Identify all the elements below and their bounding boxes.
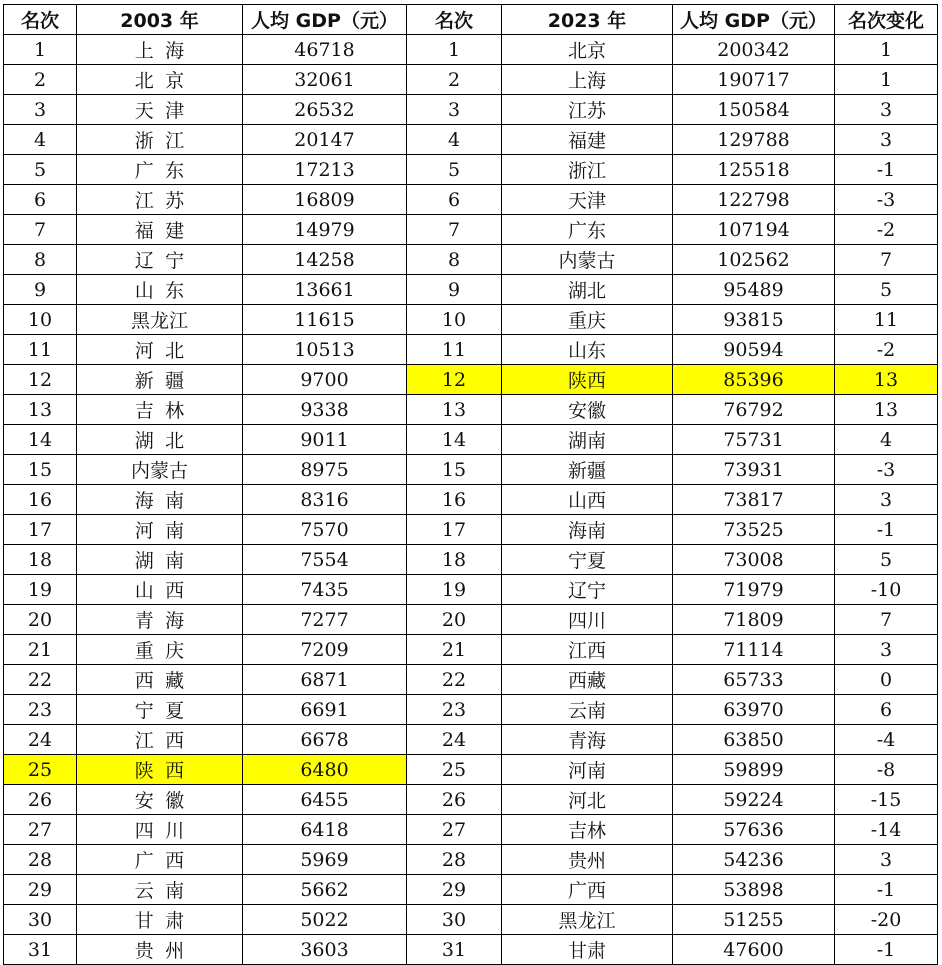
rank-change-cell: 7 <box>835 605 938 635</box>
rank-2003-cell: 28 <box>4 845 77 875</box>
province-2003-cell: 湖北 <box>77 425 243 455</box>
gdp-2023-cell: 129788 <box>673 125 835 155</box>
table-row <box>4 845 938 875</box>
rank-change-cell: -1 <box>835 155 938 185</box>
rank-2003-cell: 3 <box>4 95 77 125</box>
gdp-2003-cell: 11615 <box>243 305 407 335</box>
gdp-2003-cell: 6480 <box>243 755 407 785</box>
rank-2003-cell: 30 <box>4 905 77 935</box>
gdp-2023-cell: 76792 <box>673 395 835 425</box>
rank-2023-cell: 12 <box>407 365 502 395</box>
province-2003-cell: 安徽 <box>77 785 243 815</box>
rank-change-cell: -4 <box>835 725 938 755</box>
gdp-2003-cell: 16809 <box>243 185 407 215</box>
rank-change-cell: 3 <box>835 95 938 125</box>
gdp-2003-cell: 14979 <box>243 215 407 245</box>
province-2003-cell: 河南 <box>77 515 243 545</box>
table-row <box>4 185 938 215</box>
gdp-2003-cell: 6871 <box>243 665 407 695</box>
rank-2003-cell: 29 <box>4 875 77 905</box>
rank-2003-cell: 24 <box>4 725 77 755</box>
gdp-2023-cell: 73817 <box>673 485 835 515</box>
gdp-2023-cell: 190717 <box>673 65 835 95</box>
rank-2023-cell: 20 <box>407 605 502 635</box>
rank-2023-cell: 6 <box>407 185 502 215</box>
province-2003-cell: 山西 <box>77 575 243 605</box>
province-2023-cell: 安徽 <box>502 395 673 425</box>
province-2003-cell: 江西 <box>77 725 243 755</box>
gdp-2023-cell: 47600 <box>673 935 835 965</box>
rank-2023-cell: 31 <box>407 935 502 965</box>
rank-2003-cell: 27 <box>4 815 77 845</box>
province-2023-cell: 广西 <box>502 875 673 905</box>
rank-2003-cell: 19 <box>4 575 77 605</box>
table-row <box>4 395 938 425</box>
rank-change-cell: 3 <box>835 845 938 875</box>
rank-2003-cell: 23 <box>4 695 77 725</box>
gdp-2003-cell: 7435 <box>243 575 407 605</box>
province-2023-cell: 浙江 <box>502 155 673 185</box>
gdp-2003-cell: 10513 <box>243 335 407 365</box>
province-2023-cell: 云南 <box>502 695 673 725</box>
rank-change-cell: 13 <box>835 395 938 425</box>
gdp-2023-cell: 59899 <box>673 755 835 785</box>
province-2023-cell: 宁夏 <box>502 545 673 575</box>
gdp-2003-cell: 6691 <box>243 695 407 725</box>
province-2003-cell: 重庆 <box>77 635 243 665</box>
header-year-2023: 2023 年 <box>502 5 673 35</box>
rank-2023-cell: 29 <box>407 875 502 905</box>
rank-2023-cell: 15 <box>407 455 502 485</box>
rank-2023-cell: 23 <box>407 695 502 725</box>
table-row <box>4 215 938 245</box>
rank-2023-cell: 11 <box>407 335 502 365</box>
province-2003-cell: 四川 <box>77 815 243 845</box>
gdp-2023-cell: 73008 <box>673 545 835 575</box>
gdp-2023-cell: 71979 <box>673 575 835 605</box>
gdp-2023-cell: 54236 <box>673 845 835 875</box>
rank-change-cell: -14 <box>835 815 938 845</box>
province-2023-cell: 湖南 <box>502 425 673 455</box>
gdp-2023-cell: 51255 <box>673 905 835 935</box>
province-2003-cell: 山东 <box>77 275 243 305</box>
province-2003-cell: 吉林 <box>77 395 243 425</box>
gdp-2023-cell: 125518 <box>673 155 835 185</box>
rank-2023-cell: 17 <box>407 515 502 545</box>
province-2023-cell: 重庆 <box>502 305 673 335</box>
rank-change-cell: 1 <box>835 65 938 95</box>
province-2023-cell: 广东 <box>502 215 673 245</box>
rank-change-cell: 3 <box>835 635 938 665</box>
rank-2023-cell: 25 <box>407 755 502 785</box>
rank-change-cell: 4 <box>835 425 938 455</box>
rank-2003-cell: 1 <box>4 35 77 65</box>
rank-2023-cell: 19 <box>407 575 502 605</box>
gdp-2023-cell: 90594 <box>673 335 835 365</box>
gdp-2023-cell: 73931 <box>673 455 835 485</box>
gdp-2003-cell: 46718 <box>243 35 407 65</box>
province-2023-cell: 西藏 <box>502 665 673 695</box>
table-row <box>4 575 938 605</box>
province-2023-cell: 四川 <box>502 605 673 635</box>
gdp-2023-cell: 53898 <box>673 875 835 905</box>
rank-2003-cell: 16 <box>4 485 77 515</box>
rank-2023-cell: 13 <box>407 395 502 425</box>
table-row <box>4 695 938 725</box>
province-2003-cell: 海南 <box>77 485 243 515</box>
rank-2003-cell: 13 <box>4 395 77 425</box>
rank-2003-cell: 5 <box>4 155 77 185</box>
gdp-2003-cell: 7554 <box>243 545 407 575</box>
rank-change-cell: 11 <box>835 305 938 335</box>
rank-2003-cell: 10 <box>4 305 77 335</box>
table-row <box>4 155 938 185</box>
province-2023-cell: 湖北 <box>502 275 673 305</box>
table-row <box>4 305 938 335</box>
rank-change-cell: -2 <box>835 335 938 365</box>
gdp-2023-cell: 59224 <box>673 785 835 815</box>
gdp-2023-cell: 71809 <box>673 605 835 635</box>
gdp-2003-cell: 20147 <box>243 125 407 155</box>
province-2023-cell: 山东 <box>502 335 673 365</box>
rank-2003-cell: 2 <box>4 65 77 95</box>
rank-change-cell: -15 <box>835 785 938 815</box>
province-2023-cell: 上海 <box>502 65 673 95</box>
gdp-2023-cell: 95489 <box>673 275 835 305</box>
table-row <box>4 485 938 515</box>
province-2003-cell: 贵州 <box>77 935 243 965</box>
rank-2023-cell: 5 <box>407 155 502 185</box>
header-gdp-2003: 人均 GDP（元） <box>243 5 407 35</box>
table-row <box>4 65 938 95</box>
gdp-2023-cell: 85396 <box>673 365 835 395</box>
rank-change-cell: -3 <box>835 185 938 215</box>
table-row <box>4 785 938 815</box>
header-row <box>4 5 938 35</box>
province-2003-cell: 湖南 <box>77 545 243 575</box>
rank-change-cell: 1 <box>835 35 938 65</box>
gdp-2003-cell: 6418 <box>243 815 407 845</box>
header-year-2003: 2003 年 <box>77 5 243 35</box>
gdp-2003-cell: 17213 <box>243 155 407 185</box>
province-2003-cell: 北京 <box>77 65 243 95</box>
table-row <box>4 545 938 575</box>
province-2003-cell: 广东 <box>77 155 243 185</box>
table-row <box>4 35 938 65</box>
table-row <box>4 905 938 935</box>
table-row <box>4 935 938 965</box>
rank-change-cell: -1 <box>835 935 938 965</box>
rank-2023-cell: 21 <box>407 635 502 665</box>
table-row <box>4 815 938 845</box>
rank-2003-cell: 12 <box>4 365 77 395</box>
gdp-2003-cell: 9338 <box>243 395 407 425</box>
rank-change-cell: 5 <box>835 275 938 305</box>
province-2003-cell: 西藏 <box>77 665 243 695</box>
province-2003-cell: 上海 <box>77 35 243 65</box>
rank-2003-cell: 26 <box>4 785 77 815</box>
rank-2023-cell: 4 <box>407 125 502 155</box>
gdp-2023-cell: 75731 <box>673 425 835 455</box>
gdp-2003-cell: 14258 <box>243 245 407 275</box>
province-2023-cell: 黑龙江 <box>502 905 673 935</box>
province-2023-cell: 贵州 <box>502 845 673 875</box>
rank-change-cell: 6 <box>835 695 938 725</box>
province-2023-cell: 江西 <box>502 635 673 665</box>
gdp-2023-cell: 150584 <box>673 95 835 125</box>
table-row <box>4 125 938 155</box>
rank-2003-cell: 25 <box>4 755 77 785</box>
table-row <box>4 455 938 485</box>
table-row <box>4 635 938 665</box>
province-2023-cell: 江苏 <box>502 95 673 125</box>
rank-change-cell: -2 <box>835 215 938 245</box>
gdp-2023-cell: 102562 <box>673 245 835 275</box>
province-2003-cell: 天津 <box>77 95 243 125</box>
gdp-2003-cell: 32061 <box>243 65 407 95</box>
province-2023-cell: 陕西 <box>502 365 673 395</box>
province-2023-cell: 天津 <box>502 185 673 215</box>
province-2023-cell: 青海 <box>502 725 673 755</box>
rank-2023-cell: 26 <box>407 785 502 815</box>
rank-change-cell: 5 <box>835 545 938 575</box>
table-row <box>4 425 938 455</box>
gdp-2003-cell: 7277 <box>243 605 407 635</box>
province-2003-cell: 福建 <box>77 215 243 245</box>
province-2003-cell: 新疆 <box>77 365 243 395</box>
rank-2023-cell: 27 <box>407 815 502 845</box>
rank-change-cell: -8 <box>835 755 938 785</box>
gdp-2003-cell: 7570 <box>243 515 407 545</box>
gdp-2003-cell: 5969 <box>243 845 407 875</box>
table-row <box>4 365 938 395</box>
gdp-2023-cell: 200342 <box>673 35 835 65</box>
rank-change-cell: -10 <box>835 575 938 605</box>
header-rank-change: 名次变化 <box>835 5 938 35</box>
province-2023-cell: 甘肃 <box>502 935 673 965</box>
table-row <box>4 665 938 695</box>
gdp-2023-cell: 122798 <box>673 185 835 215</box>
gdp-2023-cell: 71114 <box>673 635 835 665</box>
table-row <box>4 275 938 305</box>
rank-change-cell: -1 <box>835 875 938 905</box>
rank-2023-cell: 22 <box>407 665 502 695</box>
gdp-2003-cell: 26532 <box>243 95 407 125</box>
province-2003-cell: 江苏 <box>77 185 243 215</box>
table-row <box>4 95 938 125</box>
rank-2003-cell: 18 <box>4 545 77 575</box>
gdp-2003-cell: 8316 <box>243 485 407 515</box>
rank-2023-cell: 16 <box>407 485 502 515</box>
rank-2023-cell: 18 <box>407 545 502 575</box>
gdp-2023-cell: 73525 <box>673 515 835 545</box>
province-2023-cell: 海南 <box>502 515 673 545</box>
rank-2003-cell: 8 <box>4 245 77 275</box>
province-2023-cell: 吉林 <box>502 815 673 845</box>
gdp-2003-cell: 9700 <box>243 365 407 395</box>
gdp-2003-cell: 5662 <box>243 875 407 905</box>
rank-2023-cell: 30 <box>407 905 502 935</box>
rank-2023-cell: 7 <box>407 215 502 245</box>
header-rank-2023: 名次 <box>407 5 502 35</box>
rank-change-cell: 0 <box>835 665 938 695</box>
province-2003-cell: 河北 <box>77 335 243 365</box>
header-rank-2003: 名次 <box>4 5 77 35</box>
table-row <box>4 725 938 755</box>
province-2023-cell: 新疆 <box>502 455 673 485</box>
rank-2003-cell: 21 <box>4 635 77 665</box>
gdp-2023-cell: 93815 <box>673 305 835 335</box>
rank-2023-cell: 28 <box>407 845 502 875</box>
rank-2003-cell: 31 <box>4 935 77 965</box>
rank-change-cell: 3 <box>835 485 938 515</box>
province-2003-cell: 甘肃 <box>77 905 243 935</box>
rank-2003-cell: 14 <box>4 425 77 455</box>
rank-change-cell: 7 <box>835 245 938 275</box>
rank-2023-cell: 1 <box>407 35 502 65</box>
gdp-2003-cell: 7209 <box>243 635 407 665</box>
province-2003-cell: 云南 <box>77 875 243 905</box>
rank-2023-cell: 10 <box>407 305 502 335</box>
gdp-2023-cell: 65733 <box>673 665 835 695</box>
province-2003-cell: 广西 <box>77 845 243 875</box>
rank-2003-cell: 17 <box>4 515 77 545</box>
rank-change-cell: -20 <box>835 905 938 935</box>
rank-2003-cell: 11 <box>4 335 77 365</box>
rank-2023-cell: 9 <box>407 275 502 305</box>
province-2003-cell: 宁夏 <box>77 695 243 725</box>
province-2023-cell: 山西 <box>502 485 673 515</box>
rank-2023-cell: 8 <box>407 245 502 275</box>
table-row <box>4 605 938 635</box>
gdp-2003-cell: 6455 <box>243 785 407 815</box>
gdp-ranking-table <box>3 4 938 965</box>
gdp-2023-cell: 57636 <box>673 815 835 845</box>
rank-2003-cell: 4 <box>4 125 77 155</box>
rank-2023-cell: 24 <box>407 725 502 755</box>
province-2003-cell: 黑龙江 <box>77 305 243 335</box>
province-2023-cell: 福建 <box>502 125 673 155</box>
province-2023-cell: 河北 <box>502 785 673 815</box>
gdp-2003-cell: 9011 <box>243 425 407 455</box>
table-row <box>4 245 938 275</box>
gdp-2003-cell: 6678 <box>243 725 407 755</box>
province-2023-cell: 内蒙古 <box>502 245 673 275</box>
gdp-2003-cell: 13661 <box>243 275 407 305</box>
rank-2023-cell: 2 <box>407 65 502 95</box>
table-row <box>4 875 938 905</box>
rank-change-cell: -3 <box>835 455 938 485</box>
province-2003-cell: 青海 <box>77 605 243 635</box>
table-row <box>4 755 938 785</box>
gdp-2003-cell: 8975 <box>243 455 407 485</box>
header-gdp-2023: 人均 GDP（元） <box>673 5 835 35</box>
province-2003-cell: 内蒙古 <box>77 455 243 485</box>
province-2003-cell: 陕西 <box>77 755 243 785</box>
province-2003-cell: 辽宁 <box>77 245 243 275</box>
rank-2003-cell: 9 <box>4 275 77 305</box>
rank-2023-cell: 3 <box>407 95 502 125</box>
rank-2003-cell: 22 <box>4 665 77 695</box>
rank-2003-cell: 20 <box>4 605 77 635</box>
gdp-2003-cell: 3603 <box>243 935 407 965</box>
province-2023-cell: 河南 <box>502 755 673 785</box>
province-2003-cell: 浙江 <box>77 125 243 155</box>
province-2023-cell: 辽宁 <box>502 575 673 605</box>
rank-2003-cell: 7 <box>4 215 77 245</box>
rank-2023-cell: 14 <box>407 425 502 455</box>
rank-change-cell: 13 <box>835 365 938 395</box>
rank-2003-cell: 6 <box>4 185 77 215</box>
gdp-2023-cell: 63850 <box>673 725 835 755</box>
table-row <box>4 515 938 545</box>
rank-change-cell: 3 <box>835 125 938 155</box>
rank-change-cell: -1 <box>835 515 938 545</box>
gdp-2003-cell: 5022 <box>243 905 407 935</box>
rank-2003-cell: 15 <box>4 455 77 485</box>
gdp-2023-cell: 63970 <box>673 695 835 725</box>
gdp-2023-cell: 107194 <box>673 215 835 245</box>
table-row <box>4 335 938 365</box>
province-2023-cell: 北京 <box>502 35 673 65</box>
